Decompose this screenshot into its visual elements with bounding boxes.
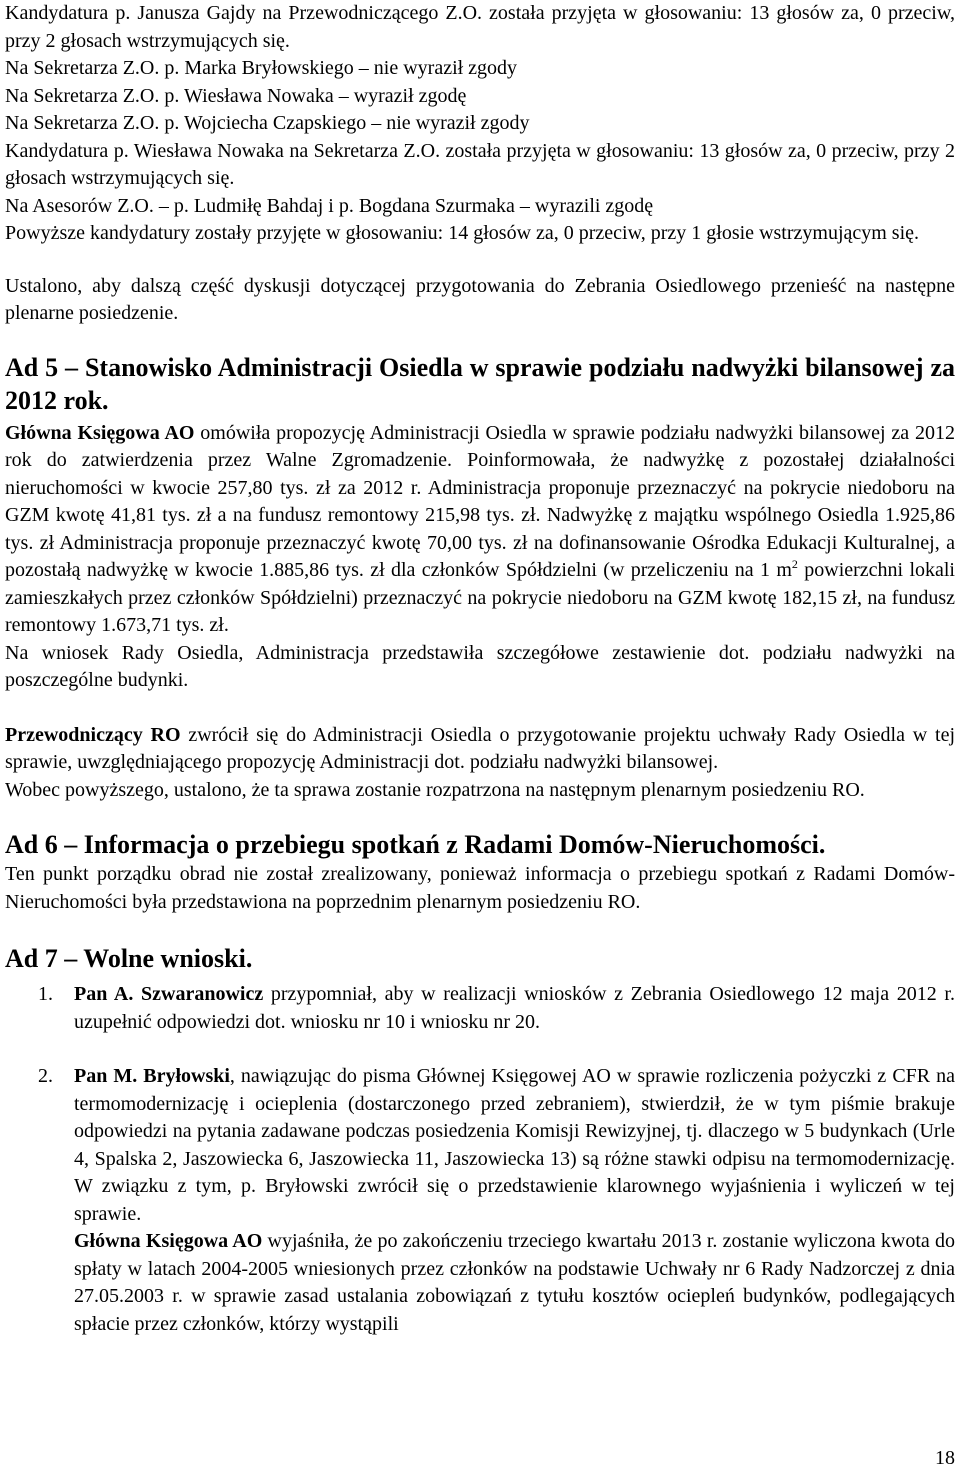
list-item-text: przypomniał, aby w realizacji wniosków z Zebrania Osiedlowego 12 maja 2012 r. uzupełnić odpowiedzi dot. wniosku nr 10 i wniosku nr 20. xyxy=(74,983,955,1033)
paragraph-sekretarz-vote: Kandydatura p. Wiesława Nowaka na Sekretarza Z.O. została przyjęta w głosowaniu: 13 głosów za, 0 przeciw, przy 2 głosach wstrzymujących się. xyxy=(5,139,955,189)
speaker-name-b: Szwaranowicz xyxy=(133,983,264,1005)
heading-ad6: Ad 6 – Informacja o przebiegu spotkań z Radami Domów-Nieruchomości. xyxy=(5,830,826,859)
list-number: 1. xyxy=(38,983,53,1005)
document-page xyxy=(5,0,955,1476)
list-item xyxy=(5,981,955,1036)
speaker-przewodniczacy-ro: Przewodniczący RO xyxy=(5,723,181,746)
speaker-glowna-ksiegowa: Główna Księgowa AO xyxy=(74,1230,263,1252)
ad5-text-a: omówiła propozycję Administracji Osiedla w sprawie podziału nadwyżki bilansowej za 2012 rok do zatwierdzenia przez Walne Zgromadzenie. Poinformowała, że nadwyżkę z pozostałej działalności nieruchomości w kwocie 257,80 tys. zł za 2012 r. Administracja proponuje przeznaczyć na pokrycie niedoboru na GZM kwotę 41,81 tys. zł a na fundusz remontowy 215,98 tys. zł. Nadwyżkę z majątku wspólnego Osiedla 1.925,86 tys. zł Administracja proponuje przeznaczyć kwotę 70,00 tys. zł na dofinansowanie Ośrodka Edukacji Kulturalnej, a pozostałą nadwyżkę w kwocie 1.885,86 tys. zł dla członków Spółdzielni (w przeliczeniu na 1 m xyxy=(5,421,955,581)
list-number: 2. xyxy=(38,1065,53,1087)
heading-ad7: Ad 7 – Wolne wnioski. xyxy=(5,944,253,973)
paragraph-ad5-wobec: Wobec powyższego, ustalono, że ta sprawa zostanie rozpatrzona na następnym plenarnym posiedzeniu RO. xyxy=(5,778,865,801)
speaker-name-b: Bryłowski xyxy=(137,1065,230,1087)
section-ad5 xyxy=(5,351,955,805)
line-sekretarz-nowak: Na Sekretarza Z.O. p. Wiesława Nowaka – wyraził zgodę xyxy=(5,84,467,107)
top-section xyxy=(5,0,955,248)
superscript-2: 2 xyxy=(791,557,798,571)
list-item xyxy=(5,1063,955,1338)
paragraph-przewodniczacy-vote: Kandydatura p. Janusza Gajdy na Przewodniczącego Z.O. została przyjęta w głosowaniu: 13 głosów za, 0 przeciw, przy 2 głosach wstrzymujących się. xyxy=(5,2,955,52)
list-item-subparagraph xyxy=(74,1228,955,1338)
ad5-text-b: powierzchni lokali zamieszkałych przez członków Spółdzielni) przeznaczyć na pokrycie niedoboru na GZM kwotę 182,15 zł, na fundusz remontowy 1.673,71 tys. zł. xyxy=(5,559,955,636)
line-asesorzy: Na Asesorów Z.O. – p. Ludmiłę Bahdaj i p. Bogdana Szurmaka – wyrazili zgodę xyxy=(5,194,654,217)
paragraph-ad5-glowna-ksiegowa xyxy=(5,420,955,640)
paragraph-ad5-przewodniczacy xyxy=(5,722,955,777)
paragraph-ad5-wniosek: Na wniosek Rady Osiedla, Administracja przedstawiła szczegółowe zestawienie dot. podziału nadwyżki na poszczególne budynki. xyxy=(5,641,955,691)
ad5-p3-text: zwrócił się do Administracji Osiedla o przygotowanie projektu uchwały Rady Osiedla w tej sprawie, uwzględniającego propozycję Administracji dot. podziału nadwyżki bilansowej. xyxy=(5,723,956,773)
page-number: 18 xyxy=(935,1447,955,1469)
line-sekretarz-czapski: Na Sekretarza Z.O. p. Wojciecha Czapskiego – nie wyraził zgody xyxy=(5,112,530,134)
paragraph-ustalono: Ustalono, aby dalszą część dyskusji dotyczącej przygotowania do Zebrania Osiedlowego przenieść na następne plenarne posiedzenie. xyxy=(5,274,955,324)
speaker-glowna-ksiegowa: Główna Księgowa AO xyxy=(5,421,195,444)
list-wolne-wnioski xyxy=(5,981,955,1338)
paragraph-asesorzy-vote: Powyższe kandydatury zostały przyjęte w głosowaniu: 14 głosów za, 0 przeciw, przy 1 głosie wstrzymującym się. xyxy=(5,222,920,244)
list-item-text: , nawiązując do pisma Głównej Księgowej AO w sprawie rozliczenia pożyczki z CFR na termomodernizację i ocieplenia (dostarczonego przed zebraniem), stwierdził, że w tym piśmie brakuje odpowiedzi na pytania zadawane podczas posiedzenia Komisji Rewizyjnej, tj. dlaczego w 5 budynkach (Urle 4, Spalska 2, Jaszowiecka 6, Jaszowiecka 11, Jaszowiecka 13) są różne stawki odpisu na termomodernizację. W związku z tym, p. Bryłowski zwrócił się o przedstawienie klarownego wyjaśnienia i wyliczeń w tej sprawie. xyxy=(74,1065,956,1225)
speaker-name-a: Pan M. xyxy=(74,1065,138,1087)
subparagraph-text: wyjaśniła, że po zakończeniu trzeciego kwartału 2013 r. zostanie wyliczona kwota do spłaty w latach 2004-2005 wniesionych przez członków na podstawie Uchwały nr 6 Rady Nadzorczej z dnia 27.05.2003 r. w sprawie zasad ustalania zobowiązań z tytułu kosztów ociepleń budynków, podlegających spłacie przez członków, którzy wystąpili xyxy=(74,1230,956,1335)
heading-ad5: Ad 5 – Stanowisko Administracji Osiedla w sprawie podziału nadwyżki bilansowej za 2012 rok. xyxy=(5,352,955,415)
paragraph-ad6: Ten punkt porządku obrad nie został zrealizowany, ponieważ informacja o przebiegu spotkań z Radami Domów-Nieruchomości była przedstawiona na poprzednim plenarnym posiedzeniu RO. xyxy=(5,863,955,913)
section-ad6 xyxy=(5,828,955,916)
section-ad7 xyxy=(5,942,955,1338)
line-sekretarz-brylowski: Na Sekretarza Z.O. p. Marka Bryłowskiego – nie wyraził zgody xyxy=(5,57,518,79)
speaker-name-a: Pan A. xyxy=(74,983,134,1005)
